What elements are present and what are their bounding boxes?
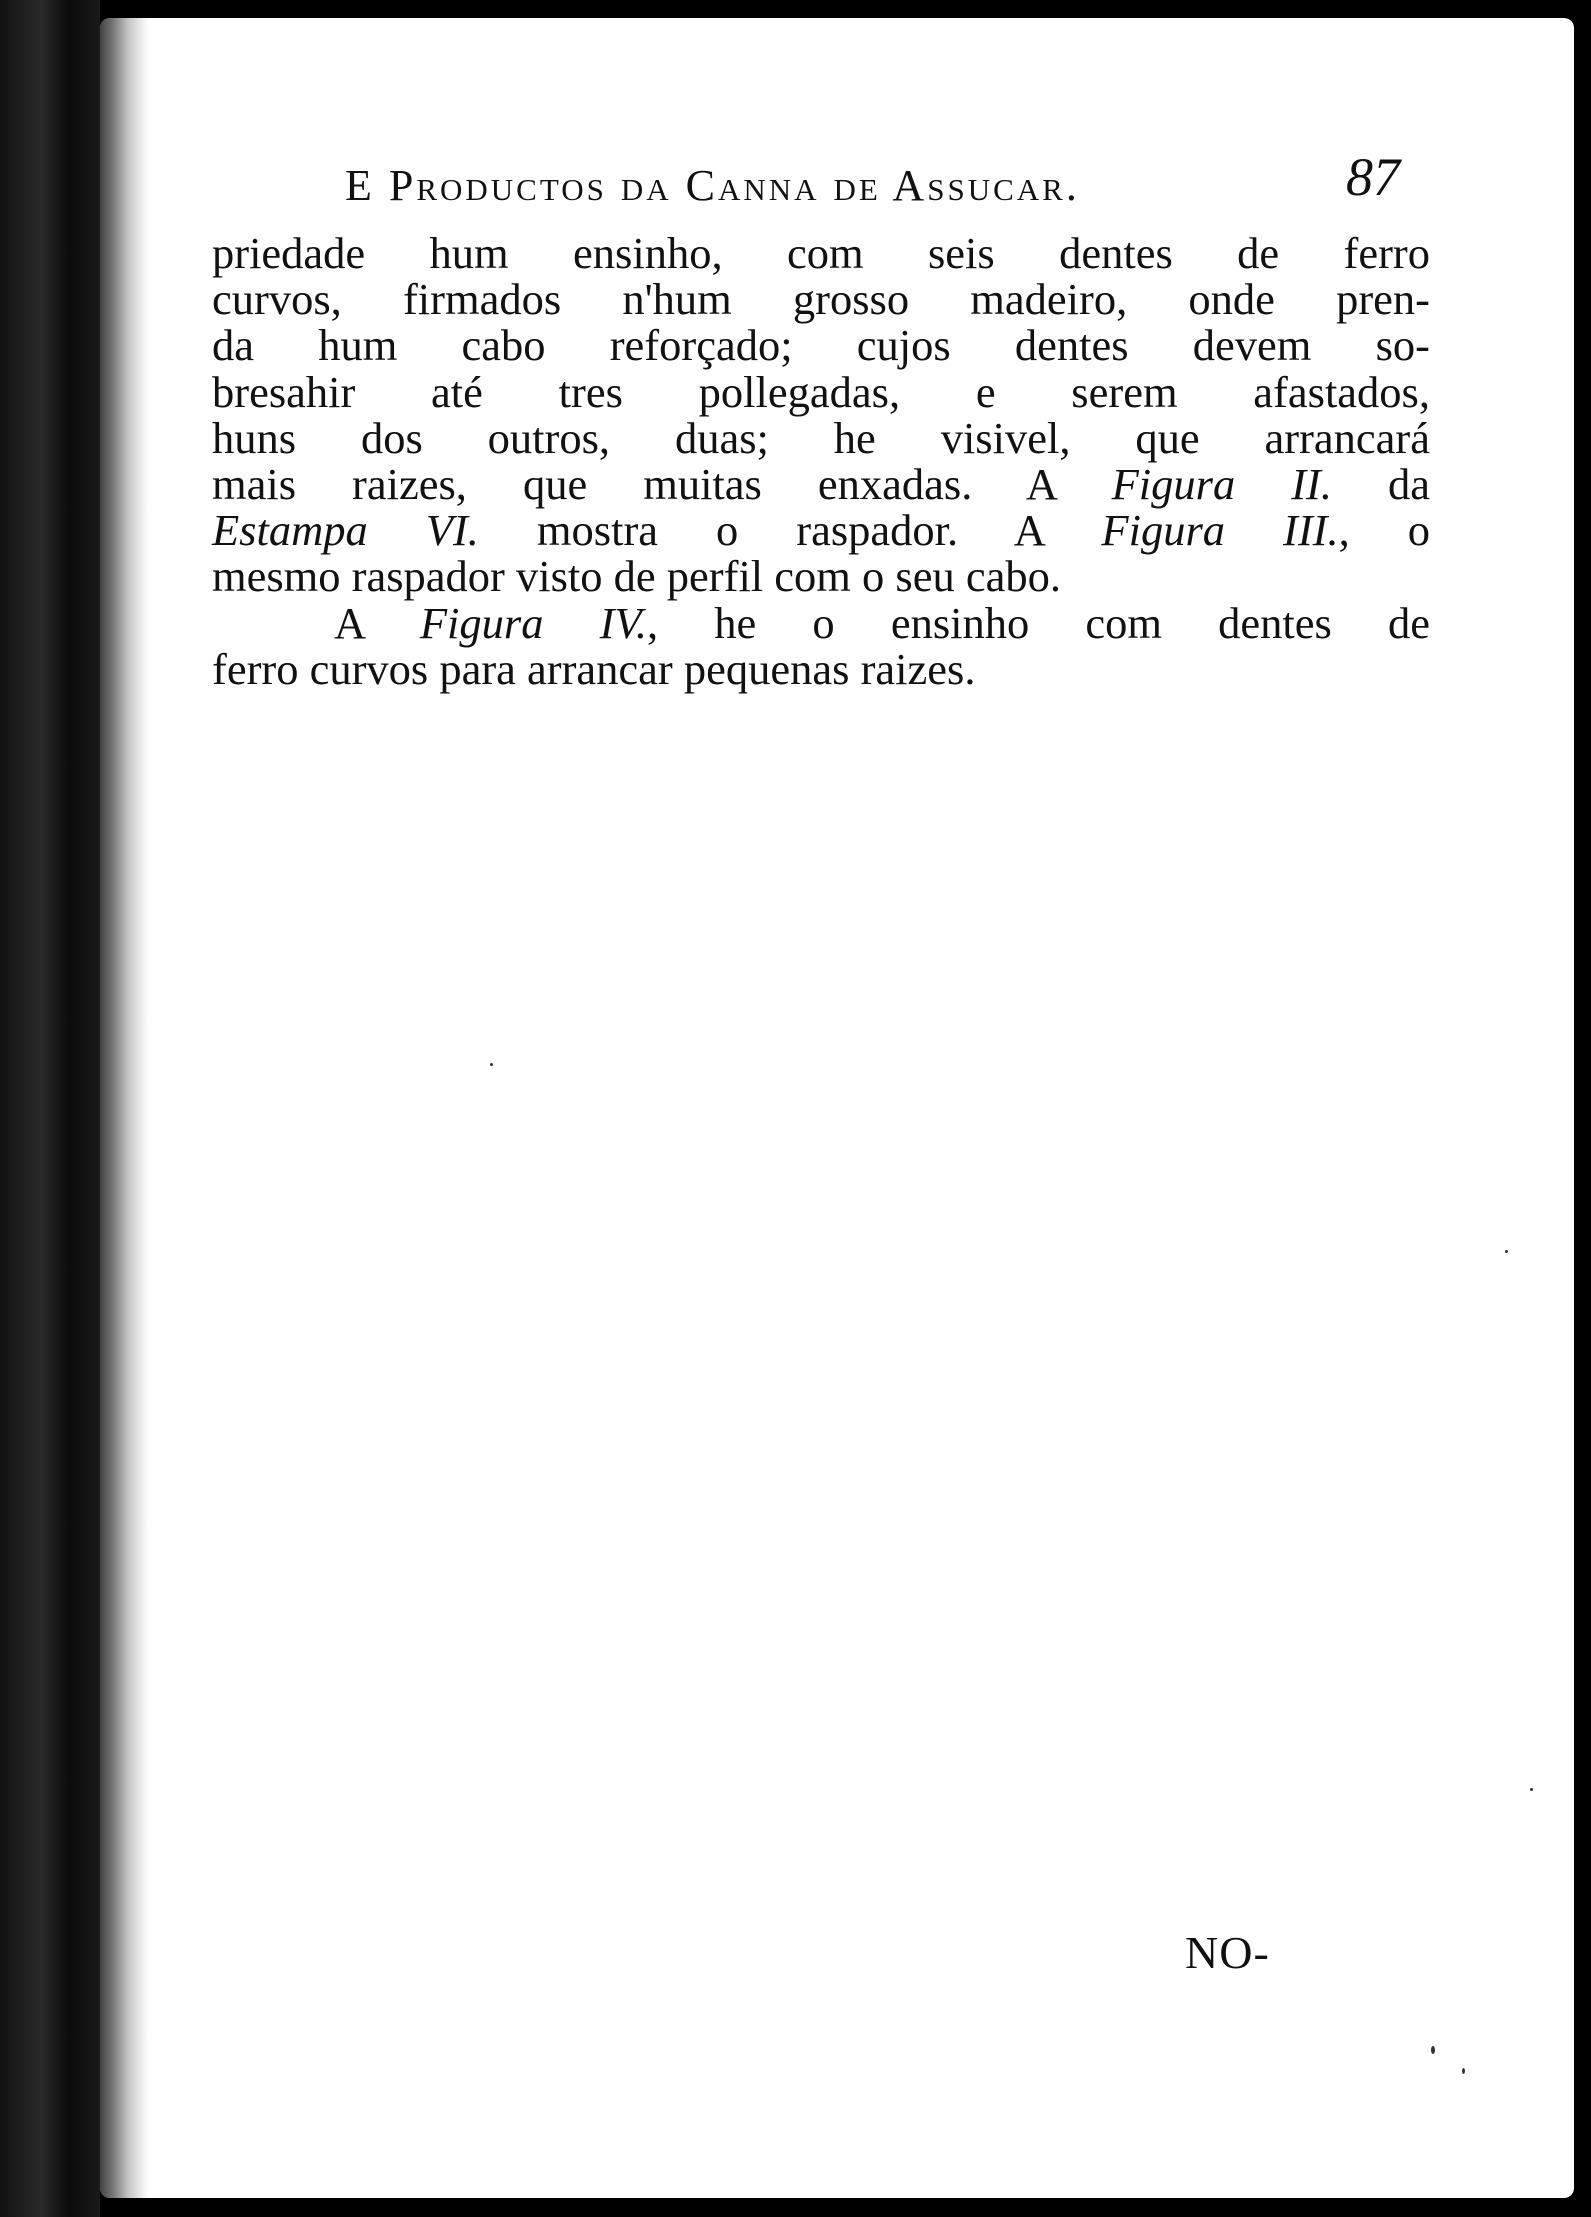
- running-title: E Productos da Canna de Assucar.: [345, 161, 1080, 210]
- book-page: [100, 18, 1574, 2198]
- text-line: curvos, firmados n'hum grosso madeiro, onde pren-: [212, 274, 1430, 325]
- page-number: 87: [1346, 147, 1400, 207]
- text-line: huns dos outros, duas; he visivel, que arrancará: [212, 412, 1430, 463]
- catchword: NO-: [1185, 1927, 1270, 1978]
- text-line: da hum cabo reforçado; cujos dentes devem so-: [212, 320, 1430, 371]
- text-line: priedade hum ensinho, com seis dentes de ferro: [212, 228, 1430, 278]
- gutter-shadow: [100, 18, 148, 2198]
- text-line: bresahir até tres pollegadas, e serem afastados,: [212, 366, 1430, 417]
- text-line: ferro curvos para arrancar pequenas raizes.: [212, 643, 976, 694]
- scan-border: [0, 0, 100, 2217]
- text-line-figure-ref: A Figura IV., he o ensinho com dentes de: [334, 597, 1430, 648]
- running-head: [345, 140, 1400, 210]
- text-line: mesmo raspador visto de perfil com o seu cabo.: [212, 551, 1061, 602]
- body-text: [212, 230, 1430, 692]
- text-line-figure-ref: mais raizes, que muitas enxadas. A Figura II. da: [212, 459, 1430, 510]
- text-line-figure-ref: Estampa VI. mostra o raspador. A Figura III., o: [212, 505, 1430, 556]
